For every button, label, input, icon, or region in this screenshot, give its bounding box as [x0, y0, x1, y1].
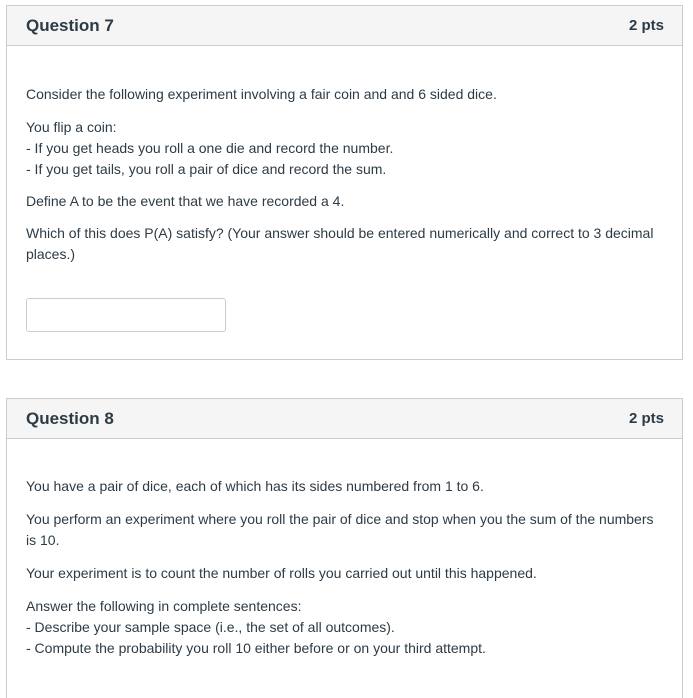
question-8-perform-line2: is 10.	[26, 532, 60, 548]
question-7-ask-line2: places.)	[26, 246, 76, 262]
question-8-header	[7, 399, 682, 439]
question-7-intro: Consider the following experiment involving a fair coin and and 6 sided dice.	[26, 86, 497, 102]
question-8-perform	[26, 509, 664, 551]
question-8-title: Question 8	[26, 408, 114, 428]
question-7-points: 2 pts	[628, 17, 664, 34]
question-8-points: 2 pts	[628, 410, 664, 427]
question-8-body	[7, 476, 682, 659]
question-7-heads: - If you get heads you roll a one die and record the number.	[26, 140, 394, 156]
question-8-compute: - Compute the probability you roll 10 either before or on your third attempt.	[26, 640, 486, 656]
question-8-count: Your experiment is to count the number of rolls you carried out until this happened.	[26, 565, 537, 581]
question-7-ask	[26, 223, 664, 265]
question-7-answer-input[interactable]	[26, 298, 226, 332]
question-7-title: Question 7	[26, 15, 114, 35]
question-8-describe: - Describe your sample space (i.e., the set of all outcomes).	[26, 619, 395, 635]
question-7-ask-line1: Which of this does P(A) satisfy? (Your answer should be entered numerically and correct to 3 decimal	[26, 225, 654, 241]
question-7-body	[7, 84, 682, 332]
question-7-header	[7, 6, 682, 46]
question-7-flip: You flip a coin:	[26, 119, 117, 135]
question-8	[6, 398, 683, 698]
question-8-answer: Answer the following in complete sentences:	[26, 598, 302, 614]
question-8-intro: You have a pair of dice, each of which has its sides numbered from 1 to 6.	[26, 478, 484, 494]
question-7-tails: - If you get tails, you roll a pair of dice and record the sum.	[26, 161, 387, 177]
question-7	[6, 5, 683, 360]
question-7-define: Define A to be the event that we have recorded a 4.	[26, 193, 345, 209]
question-8-perform-line1: You perform an experiment where you roll the pair of dice and stop when you the sum of the numbers	[26, 511, 654, 527]
